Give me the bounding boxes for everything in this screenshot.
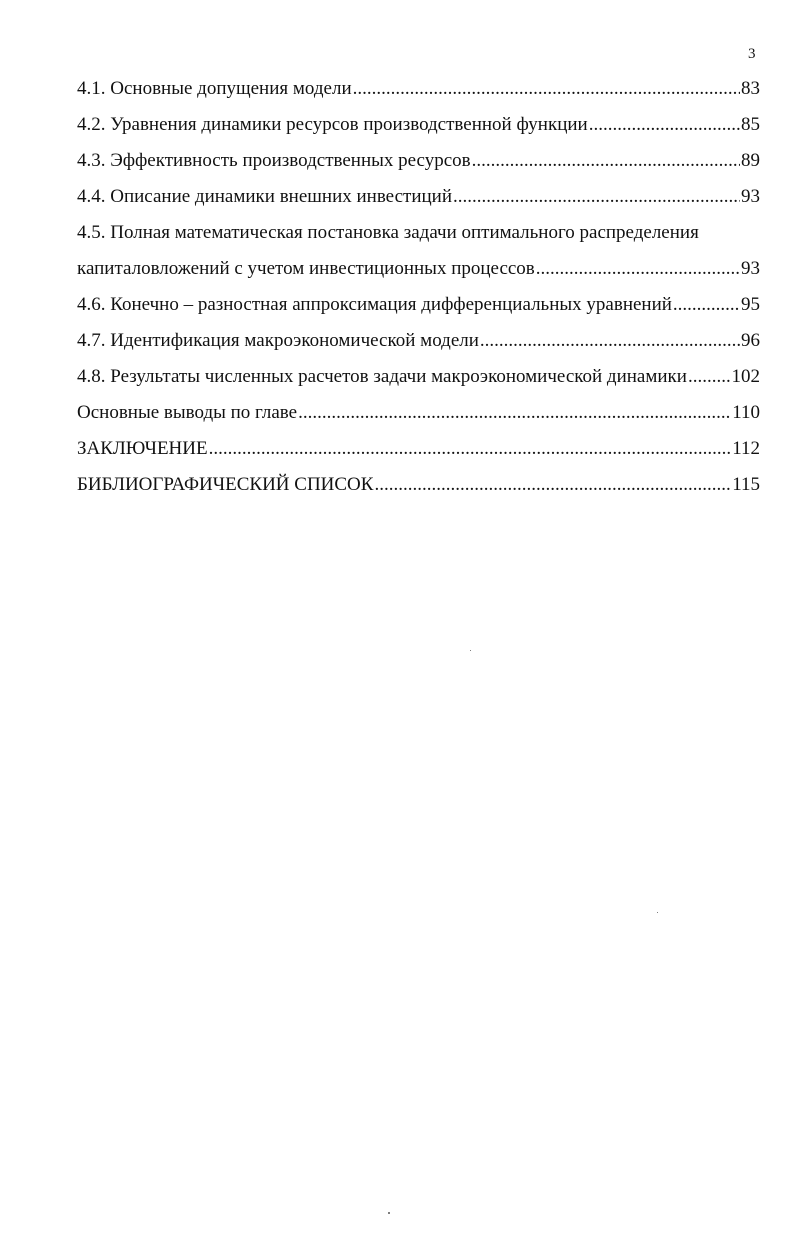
toc-entry-title: 4.3. Эффективность производственных ресурсов <box>77 150 471 171</box>
toc-entry-4-7 <box>77 326 760 362</box>
toc-entry-4-6 <box>77 290 760 326</box>
table-of-contents <box>77 74 760 506</box>
dot-leader <box>353 74 740 104</box>
toc-entry-title: Основные выводы по главе <box>77 402 298 423</box>
dot-leader <box>453 182 740 212</box>
toc-entry-title: 4.5. Полная математическая постановка задачи оптимального распределения <box>77 222 699 243</box>
toc-entry-title: 4.8. Результаты численных расчетов задачи макроэкономической динамики <box>77 366 687 387</box>
toc-entry-title: 4.1. Основные допущения модели <box>77 78 352 99</box>
toc-entry-title: БИБЛИОГРАФИЧЕСКИЙ СПИСОК <box>77 474 374 495</box>
toc-entry-4-3 <box>77 146 760 182</box>
toc-entry-page: 112 <box>732 438 760 459</box>
page-number: 3 <box>748 46 756 62</box>
toc-entry-bibliography <box>77 470 760 506</box>
dot-leader <box>209 434 732 464</box>
dot-leader <box>374 470 731 500</box>
toc-entry-title-continued: капиталовложений с учетом инвестиционных процессов <box>77 258 535 279</box>
dot-leader <box>673 290 740 320</box>
toc-entry-page: 89 <box>741 150 760 171</box>
toc-entry-title: ЗАКЛЮЧЕНИЕ <box>77 438 208 459</box>
toc-entry-4-5-line2 <box>77 254 760 290</box>
toc-entry-page: 102 <box>731 366 760 387</box>
toc-entry-conclusion <box>77 434 760 470</box>
dot-leader <box>589 110 740 140</box>
toc-entry-page: 110 <box>732 402 760 423</box>
toc-entry-title: 4.2. Уравнения динамики ресурсов производственной функции <box>77 114 588 135</box>
toc-entry-4-2 <box>77 110 760 146</box>
scan-speck <box>470 650 471 651</box>
dot-leader <box>536 254 740 284</box>
toc-entry-4-1 <box>77 74 760 110</box>
toc-entry-4-5-line1 <box>77 218 760 254</box>
dot-leader <box>298 398 731 428</box>
dot-leader <box>480 326 740 356</box>
toc-entry-page: 93 <box>741 258 760 279</box>
toc-entry-chapter-conclusions <box>77 398 760 434</box>
dot-leader <box>688 362 731 392</box>
toc-entry-page: 115 <box>732 474 760 495</box>
toc-entry-page: 83 <box>741 78 760 99</box>
toc-entry-page: 96 <box>741 330 760 351</box>
scan-speck <box>388 1212 390 1214</box>
toc-entry-page: 95 <box>741 294 760 315</box>
toc-entry-4-4 <box>77 182 760 218</box>
toc-entry-title: 4.6. Конечно – разностная аппроксимация дифференциальных уравнений <box>77 294 672 315</box>
toc-entry-title: 4.7. Идентификация макроэкономической модели <box>77 330 479 351</box>
toc-entry-title: 4.4. Описание динамики внешних инвестиций <box>77 186 452 207</box>
toc-entry-page: 85 <box>741 114 760 135</box>
dot-leader <box>472 146 740 176</box>
scan-speck <box>657 912 658 913</box>
toc-entry-page: 93 <box>741 186 760 207</box>
toc-entry-4-8 <box>77 362 760 398</box>
